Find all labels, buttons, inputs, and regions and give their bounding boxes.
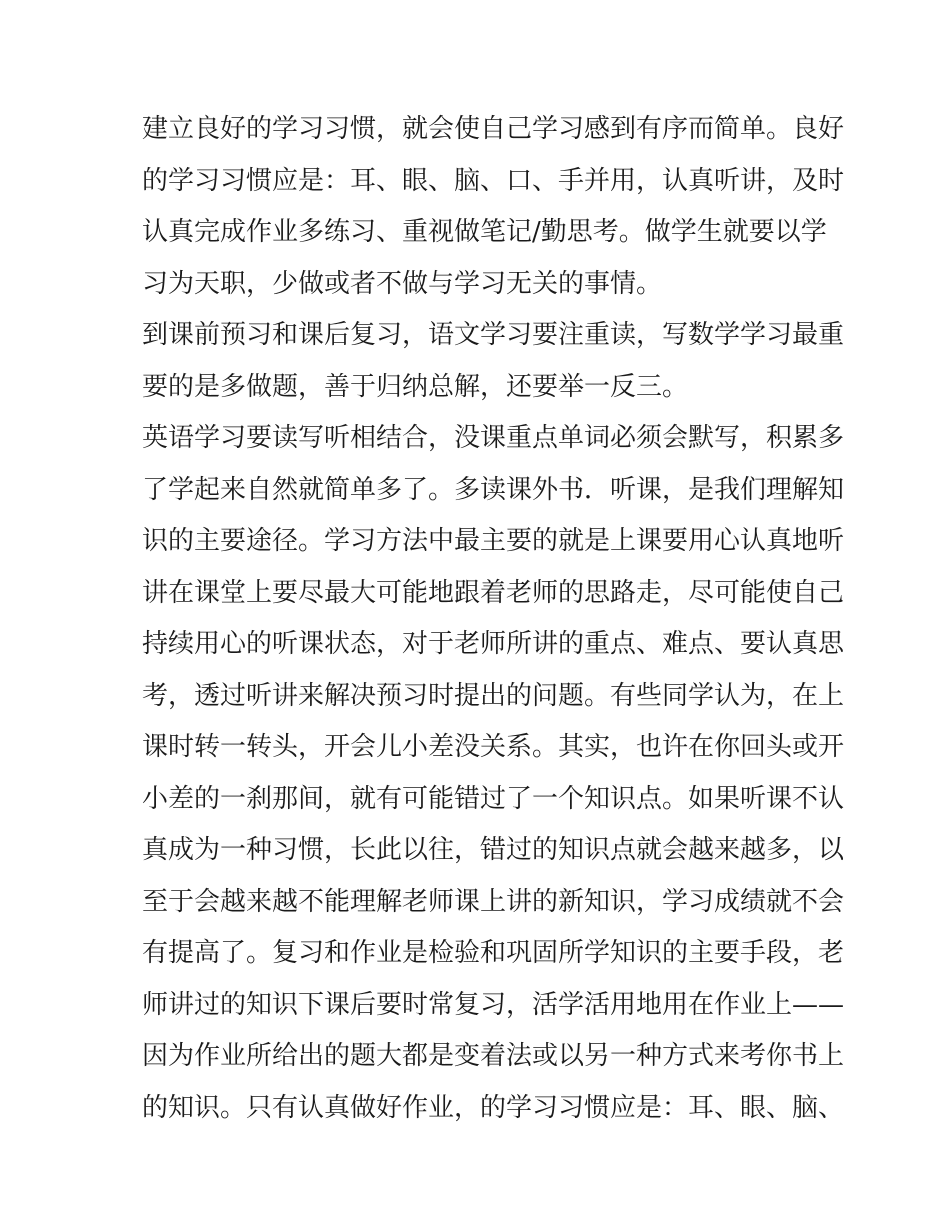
text-line: 小差的一刹那间，就有可能错过了一个知识点。如果听课不认 bbox=[142, 783, 845, 814]
text-line: 师讲过的知识下课后要时常复习，活学活用地用在作业上—— bbox=[142, 989, 845, 1020]
text-line: 识的主要途径。学习方法中最主要的就是上课要用心认真地听 bbox=[142, 526, 845, 556]
text-line: 要的是多做题，善于归纳总解，还要举一反三。 bbox=[142, 371, 689, 402]
text-line: 了学起来自然就简单多了。多读课外书．听课，是我们理解知 bbox=[142, 474, 845, 505]
text-line: 的学习习惯应是：耳、眼、脑、口、手并用，认真听讲，及时 bbox=[142, 165, 845, 196]
text-line: 的知识。只有认真做好作业，的学习习惯应是：耳、眼、脑、 bbox=[142, 1092, 845, 1123]
text-line: 讲在课堂上要尽最大可能地跟着老师的思路走，尽可能使自己 bbox=[142, 577, 845, 608]
text-line: 课时转一转头，开会儿小差没关系。其实，也许在你回头或开 bbox=[142, 732, 845, 762]
text-line: 英语学习要读写听相结合，没课重点单词必须会默写，积累多 bbox=[142, 423, 845, 453]
text-line: 有提高了。复习和作业是检验和巩固所学知识的主要手段，老 bbox=[142, 938, 845, 968]
text-line: 持续用心的听课状态，对于老师所讲的重点、难点、要认真思 bbox=[142, 629, 845, 659]
body-text bbox=[142, 104, 845, 1134]
text-line: 建立良好的学习习惯，就会使自己学习感到有序而简单。良好 bbox=[142, 114, 845, 144]
text-line: 至于会越来越不能理解老师课上讲的新知识，学习成绩就不会 bbox=[142, 886, 845, 917]
text-line: 因为作业所给出的题大都是变着法或以另一种方式来考你书上 bbox=[142, 1041, 845, 1071]
text-line: 习为天职，少做或者不做与学习无关的事情。 bbox=[142, 268, 663, 299]
text-line: 到课前预习和课后复习，语文学习要注重读，写数学学习最重 bbox=[142, 320, 845, 350]
text-line: 考，透过听讲来解决预习时提出的问题。有些同学认为，在上 bbox=[142, 680, 845, 711]
text-line: 真成为一种习惯，长此以往，错过的知识点就会越来越多，以 bbox=[142, 835, 845, 865]
text-line: 认真完成作业多练习、重视做笔记/勤思考。做学生就要以学 bbox=[142, 217, 827, 247]
